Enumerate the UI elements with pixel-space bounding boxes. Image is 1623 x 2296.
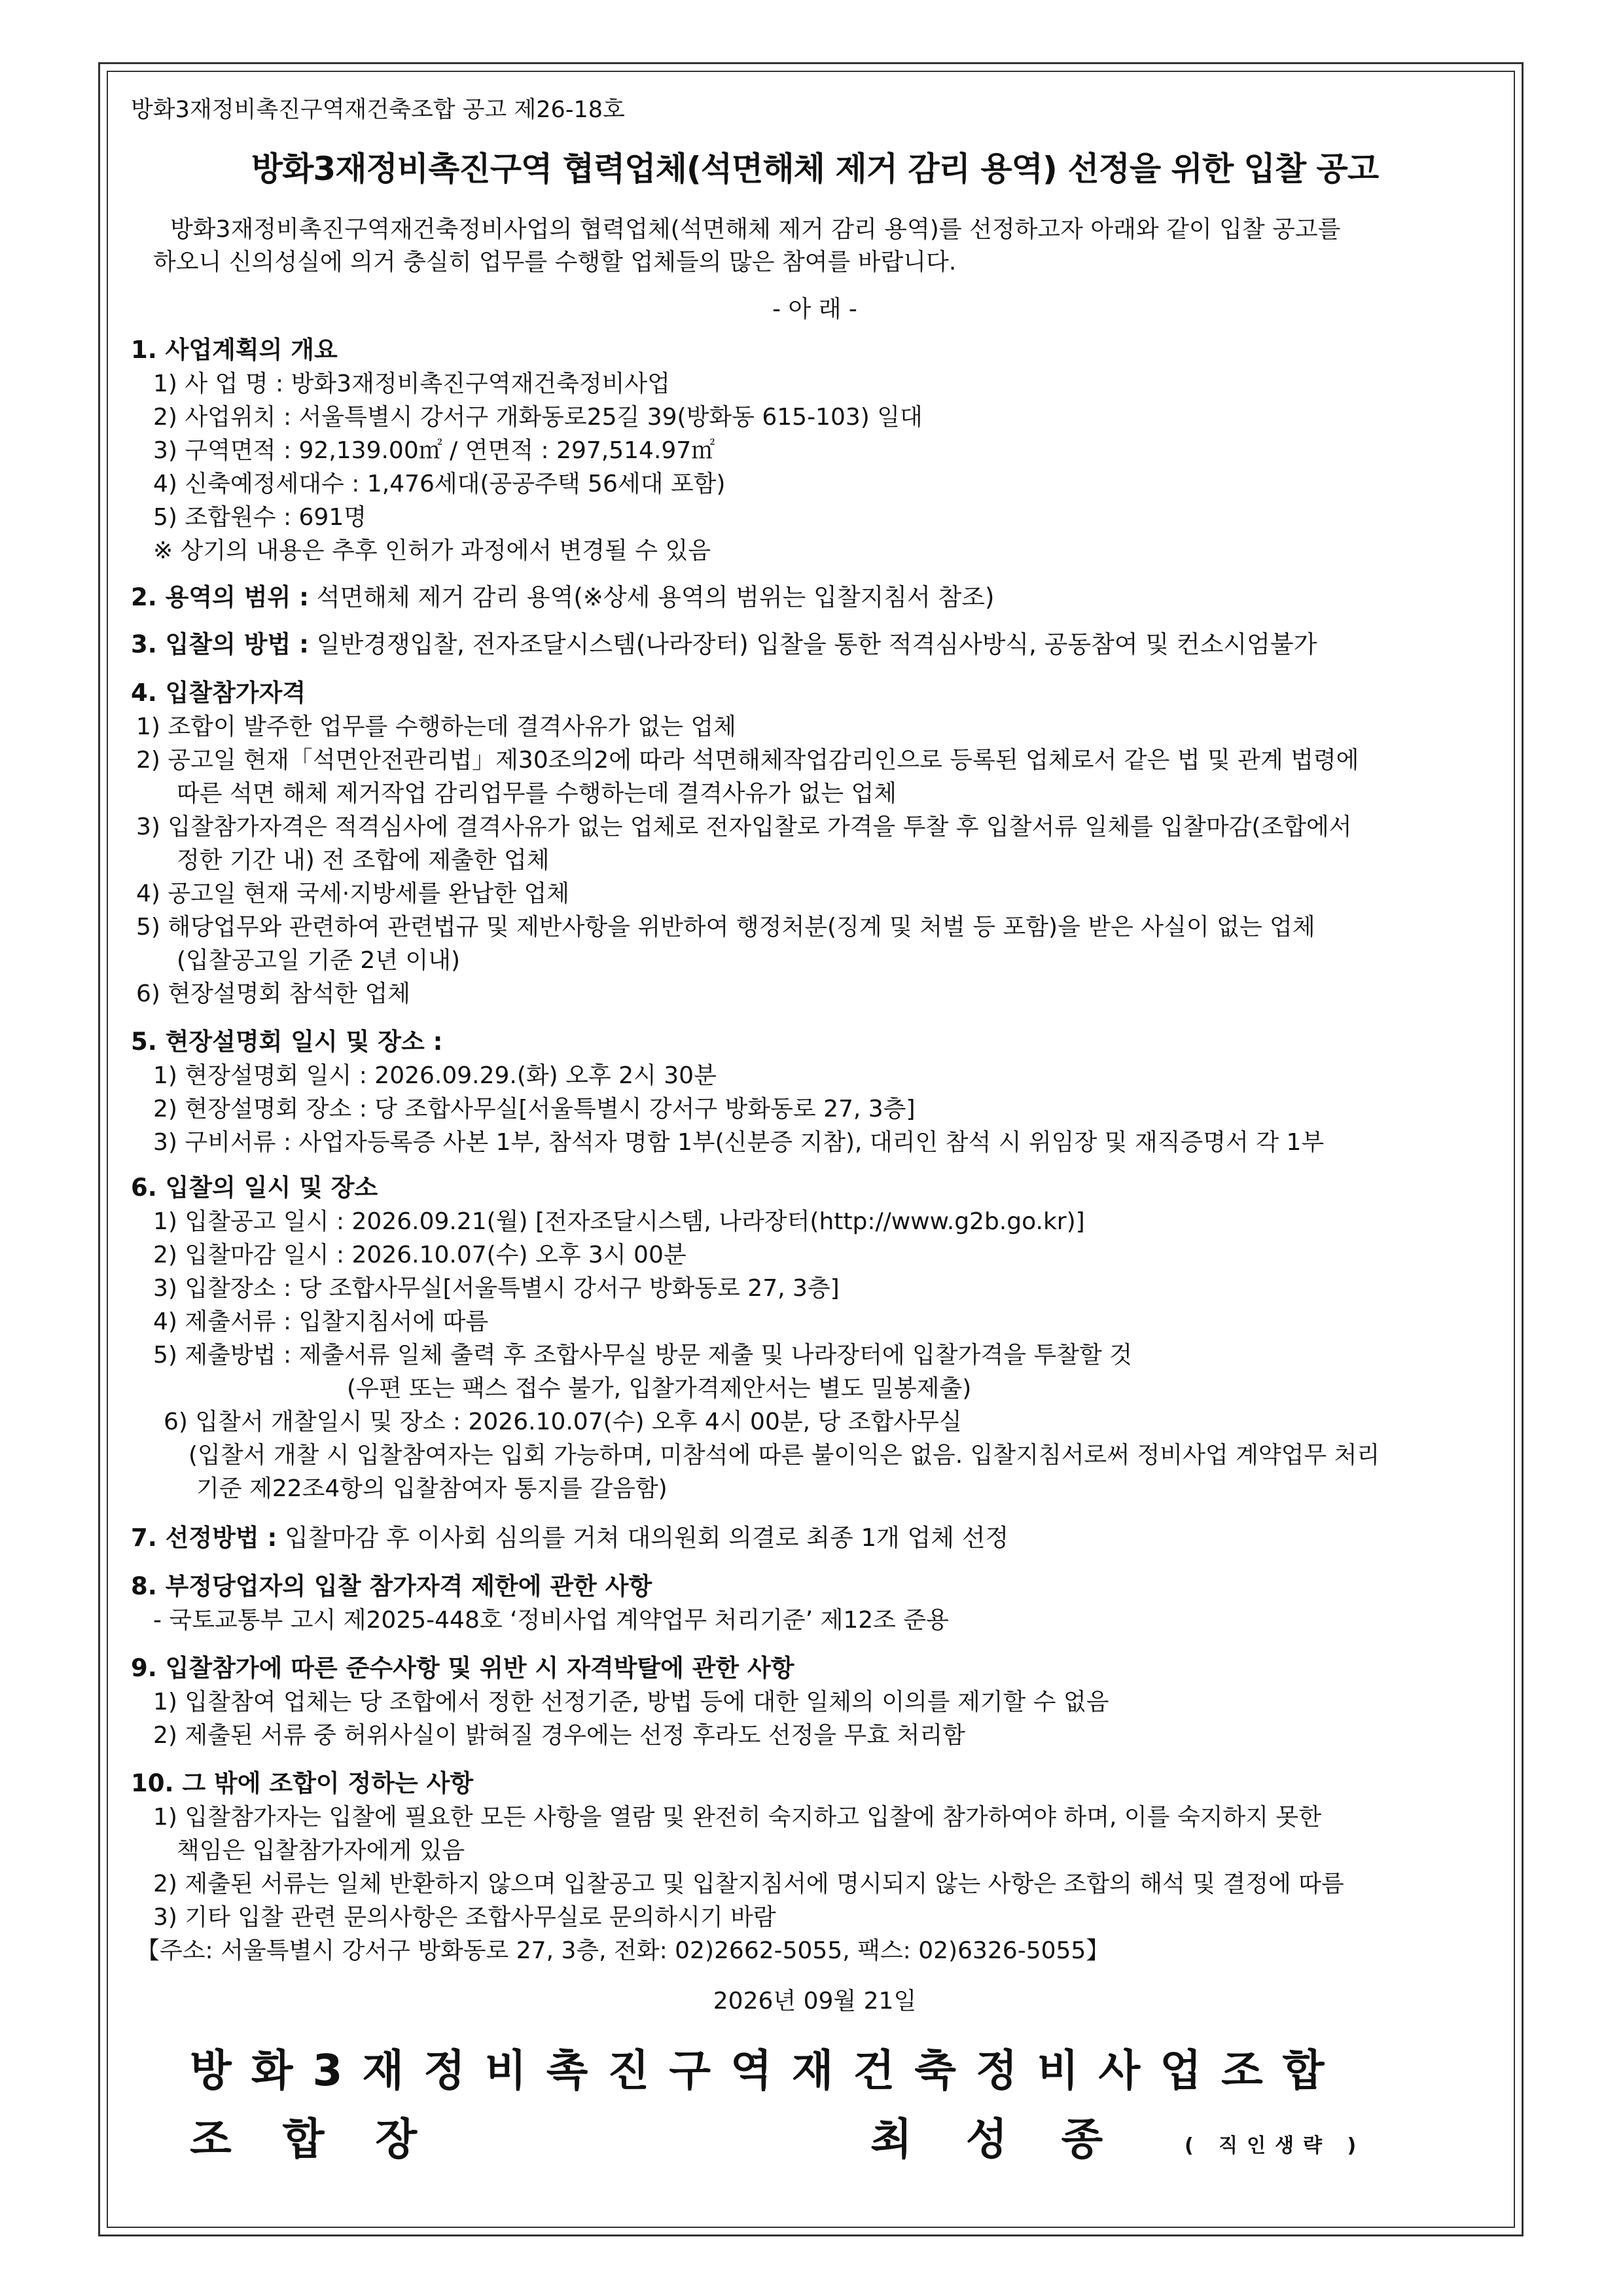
issuer-organization: 방화3재정비촉진구역재건축정비사업조합 [190,2045,1344,2096]
section-2-heading: 2. 용역의 범위 : [131,583,309,611]
section-5-item: 2) 현장설명회 장소 : 당 조합사무실[서울특별시 강서구 방화동로 27, 3층] [153,1096,916,1122]
intro-paragraph [131,213,1499,279]
section-3 [131,628,1499,662]
section-6-item-cont: (입찰서 개찰 시 입찰참여자는 입회 가능하며, 미참석에 따른 불이익은 없음. 입찰지침서로써 정비사업 계약업무 처리 [188,1442,1380,1469]
section-3-heading: 3. 입찰의 방법 : [131,630,309,658]
signer-name: 최성종 [870,2114,1157,2164]
section-9-heading: 9. 입찰참가에 따른 준수사항 및 위반 시 자격박탈에 관한 사항 [131,1654,794,1682]
section-10 [131,1767,1499,1934]
section-1-item: 4) 신축예정세대수 : 1,476세대(공공주택 56세대 포함) [153,471,726,497]
section-5 [131,1025,1499,1159]
section-7-heading: 7. 선정방법 : [131,1524,277,1552]
section-6-item: 2) 입찰마감 일시 : 2026.10.07(수) 오후 3시 00분 [153,1242,687,1268]
section-6-item: 3) 입찰장소 : 당 조합사무실[서울특별시 강서구 방화동로 27, 3층] [153,1275,840,1302]
section-10-item-cont: 책임은 입찰참가자에게 있음 [177,1837,465,1864]
section-1 [131,333,1499,567]
contact-info: 【주소: 서울특별시 강서구 방화동로 27, 3층, 전화: 02)2662-5055, 팩스: 02)6326-5055】 [136,1937,1110,1964]
section-4-item-cont: (입찰공고일 기준 2년 이내) [177,947,461,974]
section-4-item-cont: 따른 석면 해체 제거작업 감리업무를 수행하는데 결격사유가 없는 업체 [177,780,897,807]
section-8-item: - 국토교통부 고시 제2025-448호 ‘정비사업 계약업무 처리기준’ 제12조 준용 [153,1607,949,1634]
section-4-item: 3) 입찰참가자격은 적격심사에 결격사유가 없는 업체로 전자입찰로 가격을 투찰 후 입찰서류 일체를 입찰마감(조합에서 [136,814,1352,840]
section-6-item-cont: (우편 또는 팩스 접수 불가, 입찰가격제안서는 별도 밀봉제출) [347,1375,972,1402]
section-4 [131,676,1499,1011]
section-1-item: 1) 사 업 명 : 방화3재정비촉진구역재건축정비사업 [153,370,670,397]
seal-omitted-note: ( 직인생략 ) [1185,2134,1366,2157]
section-1-heading: 1. 사업계획의 개요 [131,336,338,364]
section-1-item: 3) 구역면적 : 92,139.00㎡ / 연면적 : 297,514.97㎡ [153,437,715,464]
section-4-item: 2) 공고일 현재「석면안전관리법」제30조의2에 따라 석면해체작업감리인으로 등록된 업체로서 같은 법 및 관계 법령에 [136,747,1359,774]
section-4-heading: 4. 입찰참가자격 [131,679,306,707]
section-9 [131,1651,1499,1752]
notice-document [131,85,1499,2163]
section-4-item: 4) 공고일 현재 국세·지방세를 완납한 업체 [136,880,570,907]
section-5-item: 1) 현장설명회 일시 : 2026.09.29.(화) 오후 2시 30분 [153,1062,717,1089]
section-5-heading: 5. 현장설명회 일시 및 장소 : [131,1028,443,1056]
section-2-text: 석면해체 제거 감리 용역(※상세 용역의 범위는 입찰지침서 참조) [308,583,995,611]
section-1-item: 2) 사업위치 : 서울특별시 강서구 개화동로25길 39(방화동 615-103) 일대 [153,404,923,431]
section-6-item: 6) 입찰서 개찰일시 및 장소 : 2026.10.07(수) 오후 4시 00분, 당 조합사무실 [164,1408,962,1435]
section-6 [131,1171,1499,1505]
section-7-text: 입찰마감 후 이사회 심의를 거쳐 대의원회 의결로 최종 1개 업체 선정 [277,1524,1009,1552]
section-8-heading: 8. 부정당업자의 입찰 참가자격 제한에 관한 사항 [131,1572,652,1600]
section-7 [131,1521,1499,1555]
section-10-item: 3) 기타 입찰 관련 문의사항은 조합사무실로 문의하시기 바람 [153,1904,776,1931]
section-4-item: 6) 현장설명회 참석한 업체 [136,980,411,1007]
section-10-item: 1) 입찰참가자는 입찰에 필요한 모든 사항을 열람 및 완전히 숙지하고 입찰에 참가하여야 하며, 이를 숙지하지 못한 [153,1804,1321,1831]
notice-title: 방화3재정비촉진구역 협력업체(석면해체 제거 감리 용역) 선정을 위한 입찰 공고 [251,150,1379,188]
section-6-item: 4) 제출서류 : 입찰지침서에 따름 [153,1308,489,1335]
section-10-heading: 10. 그 밖에 조합이 정하는 사항 [131,1769,474,1797]
section-4-item-cont: 정한 기간 내) 전 조합에 제출한 업체 [177,847,550,874]
section-1-note: ※ 상기의 내용은 추후 인허가 과정에서 변경될 수 있음 [153,537,711,564]
section-9-item: 1) 입찰참여 업체는 당 조합에서 정한 선정기준, 방법 등에 대한 일체의 이의를 제기할 수 없음 [153,1689,1109,1715]
section-5-item: 3) 구비서류 : 사업자등록증 사본 1부, 참석자 명함 1부(신분증 지참), 대리인 참석 시 위임장 및 재직증명서 각 1부 [153,1129,1325,1156]
below-marker: - 아 래 - [772,296,857,323]
section-3-text: 일반경쟁입찰, 전자조달시스템(나라장터) 입찰을 통한 적격심사방식, 공동참여 및 컨소시엄불가 [308,630,1317,658]
signature-row [131,2104,1499,2163]
section-6-item-cont: 기준 제22조4항의 입찰참여자 통지를 갈음함) [196,1475,668,1502]
signer-role: 조합장 [190,2114,469,2164]
section-10-item: 2) 제출된 서류는 일체 반환하지 않으며 입찰공고 및 입찰지침서에 명시되지 않는 사항은 조합의 해석 및 결정에 따름 [153,1871,1344,1897]
section-4-item: 5) 해당업무와 관련하여 관련법규 및 제반사항을 위반하여 행정처분(징계 및 처벌 등 포함)을 받은 사실이 없는 업체 [136,914,1315,941]
section-9-item: 2) 제출된 서류 중 허위사실이 밝혀질 경우에는 선정 후라도 선정을 무효 처리함 [153,1722,965,1749]
notice-number: 방화3재정비촉진구역재건축조합 공고 제26-18호 [131,97,625,123]
intro-line-1: 방화3재정비촉진구역재건축정비사업의 협력업체(석면해체 제거 감리 용역)를 선정하고자 아래와 같이 입찰 공고를 [170,216,1341,243]
section-4-item: 1) 조합이 발주한 업무를 수행하는데 결격사유가 없는 업체 [136,713,736,740]
notice-date: 2026년 09월 21일 [713,1988,917,2015]
section-6-item: 1) 입찰공고 일시 : 2026.09.21(월) [전자조달시스템, 나라장터(http://www.g2b.go.kr)] [153,1208,1085,1235]
intro-line-2: 하오니 신의성실에 의거 충실히 업무를 수행할 업체들의 많은 참여를 바랍니다. [153,249,957,276]
section-6-item: 5) 제출방법 : 제출서류 일체 출력 후 조합사무실 방문 제출 및 나라장터에 입찰가격을 투찰할 것 [153,1342,1132,1369]
section-8 [131,1570,1499,1637]
section-1-item: 5) 조합원수 : 691명 [153,504,367,531]
section-2 [131,581,1499,615]
section-6-heading: 6. 입찰의 일시 및 장소 [131,1174,378,1202]
